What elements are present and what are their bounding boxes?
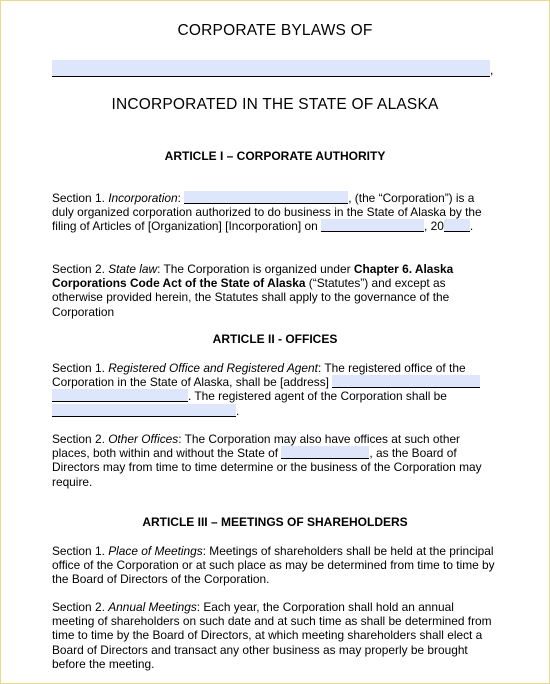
article-2-section-1 bbox=[52, 361, 498, 418]
article-3-heading: ARTICLE III – MEETINGS OF SHAREHOLDERS bbox=[142, 515, 408, 529]
article-2-section-2 bbox=[52, 432, 498, 489]
section-text: : Each year, the Corporation shall hold an annual meeting of shareholders on such date and at such time as shall be determined from time to time by the Board of Directors, at which meeting shareholders shall elect a Board of Directors and transact any other business as may properly be brought before the meeting. bbox=[52, 600, 492, 671]
section-text: : The Corporation may also have offices at such other places, both within and without the State of bbox=[52, 432, 461, 461]
other-state-blank[interactable] bbox=[281, 446, 369, 459]
section-text: (“Statutes”) and except as otherwise provided herein, the Statutes shall apply to the governance of the Corporation bbox=[52, 276, 450, 319]
article-3-section-1 bbox=[52, 544, 498, 587]
section-label: Section 2. bbox=[52, 262, 109, 276]
section-text: : The Corporation is organized under bbox=[157, 262, 354, 276]
section-text: , 20 bbox=[424, 219, 444, 234]
registered-agent-blank[interactable] bbox=[52, 404, 236, 417]
filing-date-blank[interactable] bbox=[321, 219, 424, 232]
article-1-section-1 bbox=[52, 191, 498, 234]
corporation-name-line bbox=[52, 60, 498, 78]
section-title: Other Offices bbox=[108, 432, 179, 446]
office-address-blank-1[interactable] bbox=[332, 375, 480, 388]
document-page bbox=[52, 0, 498, 684]
corporation-name-blank[interactable] bbox=[184, 191, 348, 204]
article-1-heading: ARTICLE I – CORPORATE AUTHORITY bbox=[164, 149, 386, 163]
section-title: Incorporation bbox=[108, 191, 178, 205]
section-title: Registered Office and Registered Agent bbox=[108, 361, 318, 375]
section-label: Section 2. bbox=[52, 432, 109, 446]
document-subtitle: INCORPORATED IN THE STATE OF ALASKA bbox=[111, 96, 439, 113]
corporation-name-field[interactable] bbox=[52, 60, 490, 77]
section-text: : The registered office of the Corporation in the State of Alaska, shall be [address] bbox=[52, 361, 466, 390]
section-text: , as the Board of Directors may from time to time determine or the business of the Corporation may require. bbox=[52, 446, 482, 489]
section-label: Section 1. bbox=[52, 361, 109, 375]
section-text: . The registered agent of the Corporation shall be bbox=[188, 389, 447, 404]
section-text: , (the “Corporation”) is a duly organized corporation authorized to do business in the State of Alaska by the filing of Articles of [Organization] [Incorporation] on bbox=[52, 191, 482, 234]
section-label: Section 1. bbox=[52, 191, 109, 205]
article-3-section-2 bbox=[52, 600, 498, 671]
section-label: Section 2. bbox=[52, 600, 109, 614]
section-title: Place of Meetings bbox=[108, 544, 203, 558]
article-1-section-2 bbox=[52, 262, 498, 319]
section-period: . bbox=[236, 403, 240, 418]
section-text: : Meetings of shareholders shall be held at the principal office of the Corporation or at such place as may be determined from time to time by the Board of Directors of the Corporation. bbox=[52, 544, 495, 587]
section-period: . bbox=[469, 219, 474, 234]
section-title: State law bbox=[108, 262, 158, 276]
statute-name: Chapter 6. Alaska Corporations Code Act of the State of Alaska bbox=[52, 262, 454, 291]
section-title: Annual Meetings bbox=[108, 600, 197, 614]
document-title: CORPORATE BYLAWS OF bbox=[177, 22, 373, 39]
article-2-heading: ARTICLE II - OFFICES bbox=[212, 332, 338, 346]
office-address-blank-2[interactable] bbox=[52, 389, 188, 402]
name-line-comma: , bbox=[490, 63, 494, 77]
filing-year-blank[interactable] bbox=[444, 219, 470, 232]
section-colon: : bbox=[177, 191, 185, 205]
section-label: Section 1. bbox=[52, 544, 109, 558]
